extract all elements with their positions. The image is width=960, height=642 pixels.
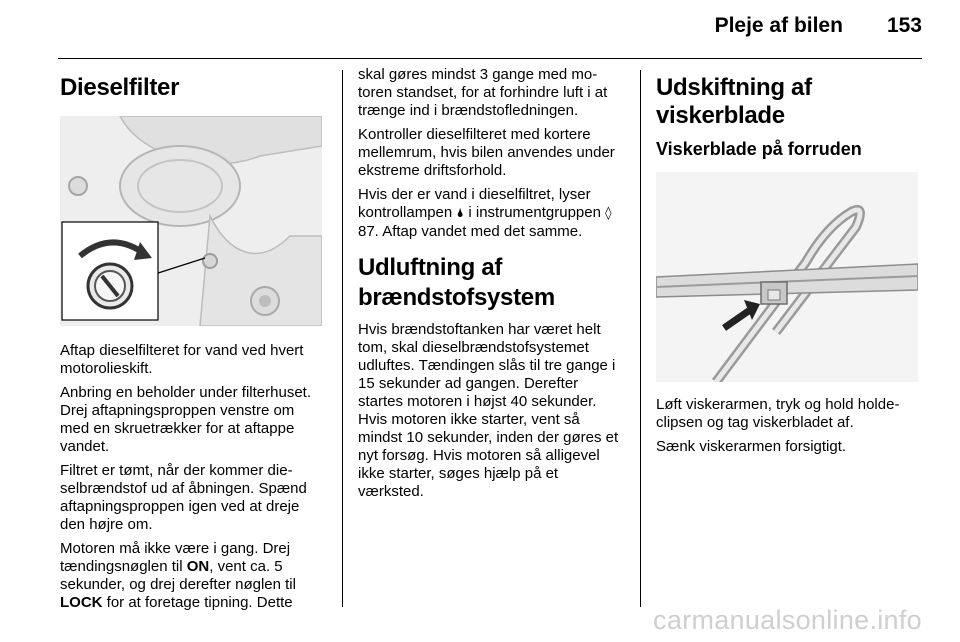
- wiper-illustration: [656, 172, 918, 382]
- text-segment: for at foretage tipning. Dette: [102, 594, 293, 611]
- viskerblade-subheading: Viskerblade på forruden: [656, 139, 862, 159]
- paragraph: Anbring en beholder under filterhuset. Drej aftapningsproppen venstre om med en skruetrækker for at aftappe vandet.: [60, 384, 312, 455]
- section-title: Pleje af bilen: [714, 14, 843, 37]
- paragraph: Aftap dieselfilteret for vand ved hvert motorolieskift.: [60, 342, 304, 377]
- column-divider-1: [342, 70, 343, 607]
- column-divider-2: [640, 70, 641, 607]
- wiper-drawing: [656, 172, 918, 382]
- text-segment: Motoren må ikke være i gang. Drej tændingsnøglen til: [60, 540, 291, 575]
- paragraph: Løft viskerarmen, tryk og hold holdeclipsen og tag viskerbladet af.: [656, 396, 900, 431]
- paragraph: [358, 186, 626, 241]
- page-number: 153: [886, 14, 922, 37]
- header-rule: [58, 58, 922, 59]
- keyword-on: ON: [186, 558, 210, 575]
- dieselfilter-heading: Dieselfilter: [60, 74, 180, 101]
- paragraph: Kontroller dieselfilteret med kortere mellemrum, hvis bilen anvendes under ekstreme driftsforhold.: [358, 126, 615, 179]
- page-header: [715, 14, 922, 38]
- paragraph: Sænk viskerarmen forsigtigt.: [656, 438, 847, 455]
- paragraph: skal gøres mindst 3 gange med motoren standset, for at forhindre luft i at trænge ind i brændstofledningen.: [358, 66, 608, 119]
- column-3: [656, 66, 922, 462]
- paragraph: [60, 540, 326, 612]
- keyword-lock: LOCK: [60, 594, 103, 611]
- heading-line: brændstofsystem: [358, 284, 555, 311]
- dieselfilter-illustration: [60, 116, 322, 326]
- udluftning-heading: [358, 253, 626, 313]
- page-reference-icon: ◊: [605, 206, 612, 221]
- text-segment: 87. Aftap vandet med det samme.: [358, 223, 583, 240]
- paragraph: Filtret er tømt, når der kommer dieselbrændstof ud af åbningen. Spænd aftapningsproppen igen ved at dreje den højre om.: [60, 462, 307, 533]
- text-segment: i instrumentgruppen: [464, 204, 606, 221]
- text-segment: Hvis der er vand i dieselfiltret, lyser kontrollampen: [358, 186, 591, 221]
- paragraph: Hvis brændstoftanken har været helt tom, skal dieselbrændstofsystemet udluftes. Tændingen slås til tre gange i 15 sekunder ad gangen. Derefter startes motoren i højst 40 sekunder. Hvis motoren ikke starter, vent så mindst 10 sekunder, inden der gøres et nyt forsøg. Hvis motoren så alligevel ikke starter, søges hjælp på et værksted.: [358, 321, 619, 500]
- dieselfilter-drawing: [60, 116, 322, 326]
- udskiftning-heading: Udskiftning af viskerblade: [656, 74, 812, 129]
- column-2: [358, 66, 626, 507]
- watermark: carmanualsonline.info: [653, 605, 922, 635]
- text-segment: , vent ca. 5 sekunder, og drej derefter nøglen til: [60, 558, 296, 593]
- fuel-filter-warning-icon: 🌢: [456, 206, 465, 221]
- heading-line: Udluftning af: [358, 254, 503, 281]
- column-1: [60, 66, 326, 618]
